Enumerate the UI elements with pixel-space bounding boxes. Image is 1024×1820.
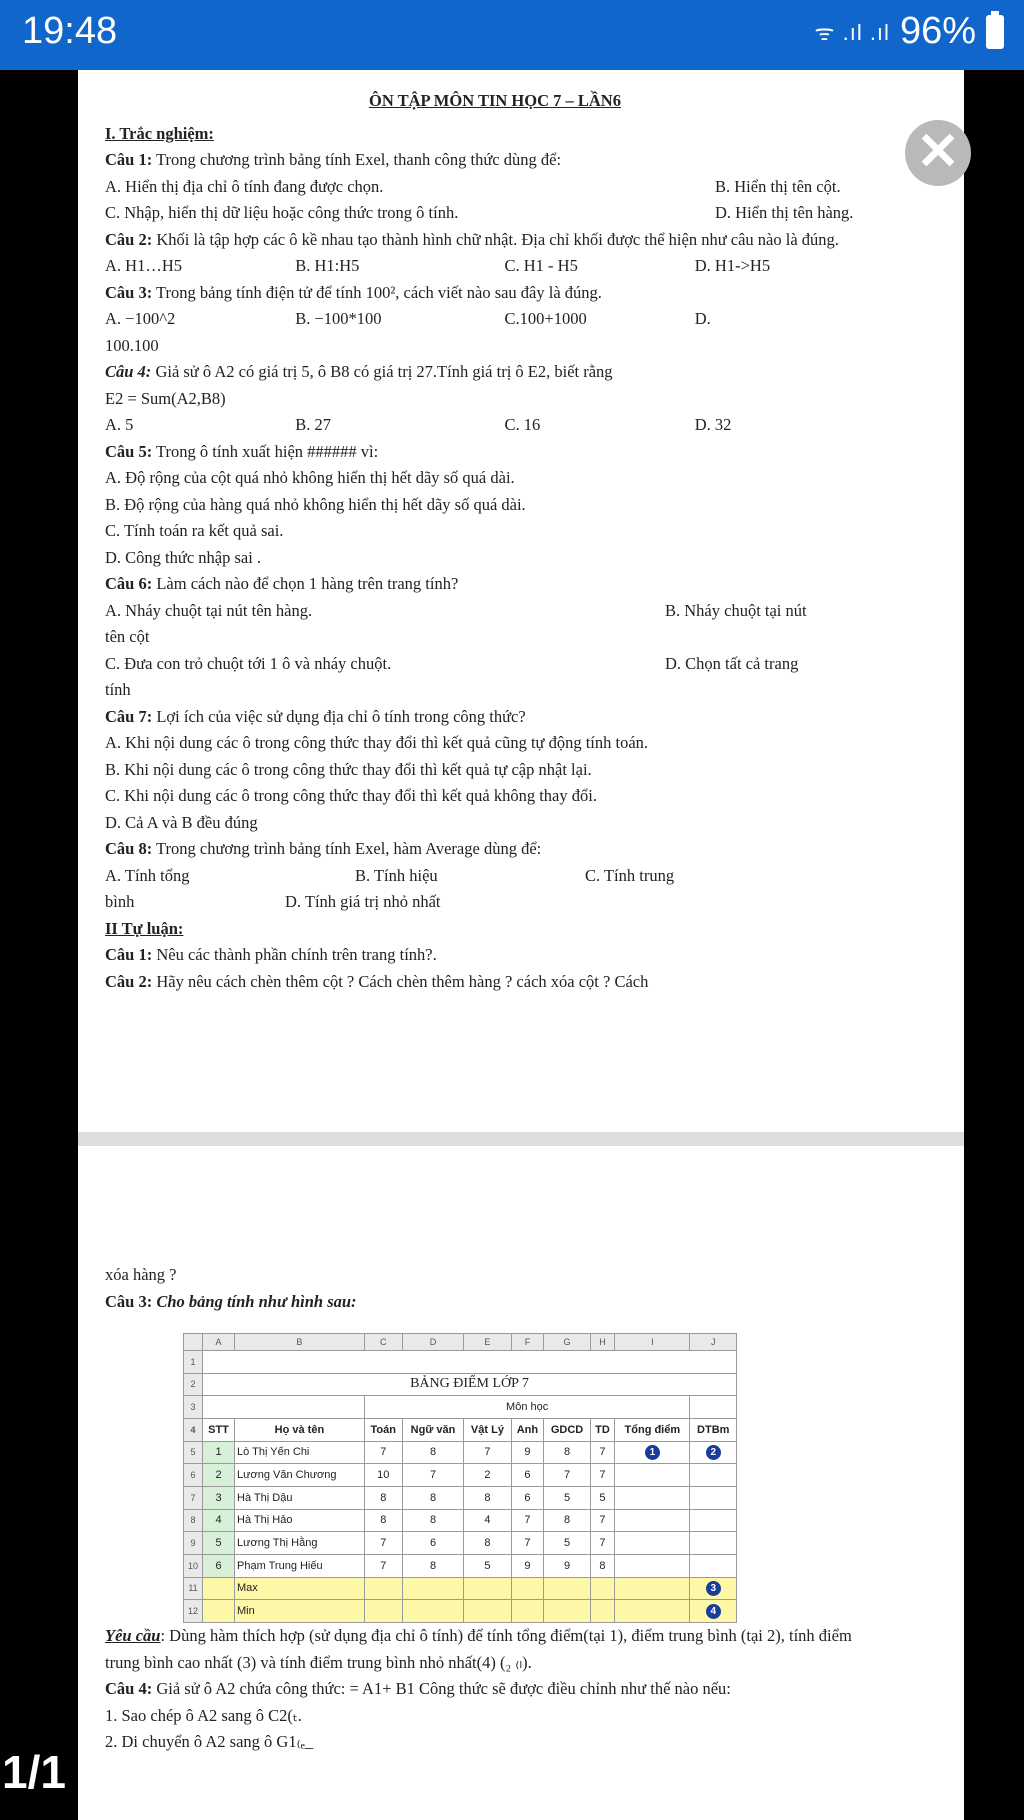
q6-options-ab: A. Nháy chuột tại nút tên hàng. B. Nháy chuột tại nút <box>105 600 807 620</box>
table-row: 5 1 Lò Thị Yến Chi 7 8 7 9 8 7 1 2 <box>184 1441 737 1464</box>
battery-percent: 96% <box>899 10 976 52</box>
question-6: Câu 6: Làm cách nào để chọn 1 hàng trên trang tính? <box>105 574 459 593</box>
status-bar <box>0 0 1024 70</box>
essay-3: Câu 3: Cho bảng tính như hình sau: <box>105 1291 357 1311</box>
signal-icon: ᯤ .ıl .ıl <box>814 19 890 45</box>
q5-option-b: B. Độ rộng của hàng quá nhỏ không hiển thị hết dãy số quá dài. <box>105 494 526 514</box>
page-2-lower <box>105 1623 885 1756</box>
q8-options: A. Tính tổng B. Tính hiệu C. Tính trung <box>105 865 675 885</box>
essay-4-item-2: 2. Di chuyển ô A2 sang ô G1₍ₑ_ <box>105 1732 314 1751</box>
battery-icon <box>986 15 1004 49</box>
q5-option-d: D. Công thức nhập sai . <box>105 547 262 567</box>
essay-4: Câu 4: Giả sử ô A2 chứa công thức: = A1+ B1 Công thức sẽ được điều chỉnh như thế nào nếu: <box>105 1679 731 1698</box>
marker-2: 2 <box>706 1445 721 1460</box>
q7-option-d: D. Cả A và B đều đúng <box>105 812 258 832</box>
q8-options-2: bình D. Tính giá trị nhỏ nhất <box>105 892 441 911</box>
status-time: 19:48 <box>22 10 118 52</box>
essay-2-cont: xóa hàng ? <box>105 1265 177 1284</box>
q6-options-cd: C. Đưa con trỏ chuột tới 1 ô và nháy chuột. D. Chọn tất cả trang <box>105 653 799 673</box>
question-2: Câu 2: Khối là tập hợp các ô kề nhau tạo thành hình chữ nhật. Địa chỉ khối được thể hiện như câu nào là đúng. <box>105 229 839 249</box>
section-multiple-choice: I. Trắc nghiệm: <box>105 123 214 143</box>
page-1-content <box>105 88 885 995</box>
question-5: Câu 5: Trong ô tính xuất hiện ###### vì: <box>105 441 379 461</box>
q3-option-d-cont: 100.100 <box>105 335 159 355</box>
question-8: Câu 8: Trong chương trình bảng tính Exel, hàm Average dùng để: <box>105 839 542 858</box>
q4-formula: E2 = Sum(A2,B8) <box>105 388 226 408</box>
q6-option-b-cont: tên cột <box>105 627 150 646</box>
marker-4: 4 <box>706 1604 721 1619</box>
q4-options: A. 5 B. 27 C. 16 D. 32 <box>105 415 732 434</box>
question-3: Câu 3: Trong bảng tính điện tử để tính 100², cách viết nào sau đây là đúng. <box>105 282 602 302</box>
essay-4-item-1: 1. Sao chép ô A2 sang ô C2(ₜ. <box>105 1705 302 1725</box>
page-separator <box>78 1132 964 1146</box>
page-indicator: 1/1 <box>2 1746 66 1798</box>
question-4: Câu 4: Giả sử ô A2 có giá trị 5, ô B8 có giá trị 27.Tính giá trị ô E2, biết rằng <box>105 362 613 381</box>
essay-2: Câu 2: Hãy nêu cách chèn thêm cột ? Cách chèn thêm hàng ? cách xóa cột ? Cách <box>105 971 649 991</box>
q7-option-a: A. Khi nội dung các ô trong công thức thay đổi thì kết quả cũng tự động tính toán. <box>105 733 649 752</box>
table-row: 10 6 Phạm Trung Hiếu 7 8 5 9 9 8 <box>184 1554 737 1577</box>
q2-options: A. H1…H5 B. H1:H5 C. H1 - H5 D. H1->H5 <box>105 256 771 275</box>
requirement: Yêu cầu: Dùng hàm thích hợp (sử dụng địa chỉ ô tính) để tính tổng điểm(tại 1), điểm trung bình (tại 2), tính điểm trung bình cao nhất (3) và tính điểm trung bình nhỏ nhất(4) (₂ ₍ₗ). <box>105 1626 852 1672</box>
left-margin <box>0 70 78 1820</box>
table-row: 9 5 Lương Thị Hằng 7 6 8 7 5 7 <box>184 1532 737 1555</box>
close-icon[interactable]: ✕ <box>905 120 971 186</box>
table-row: 8 4 Hà Thị Hảo 8 8 4 7 8 7 <box>184 1509 737 1532</box>
q6-option-d-cont: tính <box>105 680 131 699</box>
min-row: 12 Min 4 <box>184 1600 737 1623</box>
q3-options: A. −100^2 B. −100*100 C.100+1000 D. <box>105 309 711 328</box>
page-title: ÔN TẬP MÔN TIN HỌC 7 – LẦN6 <box>369 91 621 110</box>
q7-option-c: C. Khi nội dung các ô trong công thức thay đổi thì kết quả không thay đổi. <box>105 786 597 805</box>
table-row: 6 2 Lương Văn Chương 10 7 2 6 7 7 <box>184 1464 737 1487</box>
subject-header: Môn học <box>364 1396 690 1419</box>
q7-option-b: B. Khi nội dung các ô trong công thức thay đổi thì kết quả tự cập nhật lại. <box>105 759 592 779</box>
question-1: Câu 1: Trong chương trình bảng tính Exel, thanh công thức dùng để: <box>105 150 562 169</box>
sheet-title: BẢNG ĐIỂM LỚP 7 <box>203 1373 737 1396</box>
essay-1: Câu 1: Nêu các thành phần chính trên trang tính?. <box>105 945 437 964</box>
spreadsheet-image: A B C D E F G H I J 1 2 BẢNG ĐIỂM LỚP 7 3 Môn học 4 STT Họ và tên Toán Ngữ văn Vật Lý Anh GDCD TD Tổng điểm DTBm 5 1 Lò Thị Yến Chi 7 8 7 9 8 7 1 2 6 2 Lương Văn Chương 10 7 2 6 7 7 7 3 Hà Thị Dậu 8 8 8 6 5 5 8 4 Hà Thị Hảo 8 8 4 7 8 7 9 5 Lương Thị Hằng 7 6 8 7 5 7 10 6 Phạm Trung Hiếu 7 8 5 9 9 8 11 Max 3 12 Min 4 <box>183 1333 737 1623</box>
q5-option-a: A. Độ rộng của cột quá nhỏ không hiển thị hết dãy số quá dài. <box>105 468 515 487</box>
right-margin <box>964 70 1024 1820</box>
q1-options-cd: C. Nhập, hiển thị dữ liệu hoặc công thức trong ô tính. D. Hiển thị tên hàng. <box>105 203 854 222</box>
question-7: Câu 7: Lợi ích của việc sử dụng địa chỉ ô tính trong công thức? <box>105 706 526 726</box>
header-row: 4 STT Họ và tên Toán Ngữ văn Vật Lý Anh GDCD TD Tổng điểm DTBm <box>184 1418 737 1441</box>
max-row: 11 Max 3 <box>184 1577 737 1600</box>
marker-3: 3 <box>706 1581 721 1596</box>
section-essay: II Tự luận: <box>105 918 184 938</box>
q5-option-c: C. Tính toán ra kết quả sai. <box>105 521 284 540</box>
page-2-content <box>105 1262 885 1315</box>
table-row: 7 3 Hà Thị Dậu 8 8 8 6 5 5 <box>184 1486 737 1509</box>
marker-1: 1 <box>645 1445 660 1460</box>
column-header-row: A B C D E F G H I J <box>184 1334 737 1351</box>
q1-options-ab: A. Hiển thị địa chỉ ô tính đang được chọn. B. Hiển thị tên cột. <box>105 176 841 196</box>
